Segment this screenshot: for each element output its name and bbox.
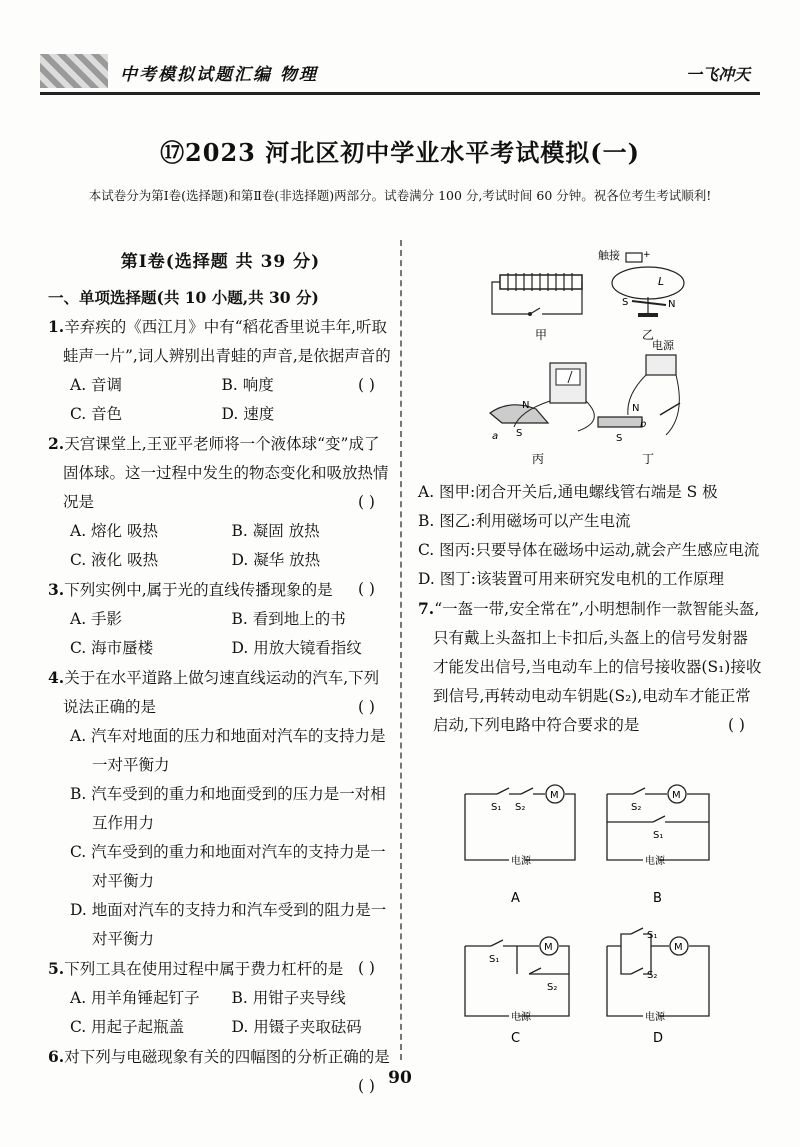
question-number: 6. xyxy=(48,1047,65,1066)
label-touch: 触接 xyxy=(598,249,620,262)
part-title: 第Ⅰ卷(选择题 共 39 分) xyxy=(120,252,321,272)
answer-bracket: ( ) xyxy=(357,580,375,598)
label-s-ding: S xyxy=(616,433,623,444)
option-b: B. 响度 xyxy=(221,376,274,394)
option-d: D. 用镊子夹取砝码 xyxy=(231,1018,362,1036)
answer-bracket: ( ) xyxy=(357,698,375,716)
option-d: D. 图丁:该装置可用来研究发电机的工作原理 xyxy=(418,570,724,588)
option-d: D. 速度 xyxy=(221,405,275,423)
answer-bracket: ( ) xyxy=(357,1077,375,1095)
label-jia: 甲 xyxy=(535,328,548,342)
figure-jia-solenoid xyxy=(492,273,582,316)
option-b: B. 看到地上的书 xyxy=(231,610,346,628)
brand-name: 一飞冲天 xyxy=(685,65,750,84)
question-stem xyxy=(418,594,763,740)
option-b: B. 汽车受到的重力和地面受到的压力是一对相互作用力 xyxy=(70,785,386,832)
question-text: 关于在水平道路上做匀速直线运动的汽车,下列说法正确的是 xyxy=(63,669,380,716)
label-power: 电源 xyxy=(652,339,674,352)
left-column xyxy=(48,248,393,1101)
option-c: C. 音色 xyxy=(70,405,123,423)
question-number: 2. xyxy=(48,434,65,453)
question-3 xyxy=(48,575,393,663)
question-5 xyxy=(48,954,393,1042)
option-b: B. 图乙:利用磁场可以产生电流 xyxy=(418,512,631,530)
motor-label-a: M xyxy=(550,790,559,801)
option-c: C. 汽车受到的重力和地面对汽车的支持力是一对平衡力 xyxy=(70,843,386,890)
circuit-label-d: D xyxy=(653,1031,664,1046)
option-d: D. 凝华 放热 xyxy=(231,551,321,569)
column-divider xyxy=(400,240,402,1060)
label-n-ding: N xyxy=(632,403,640,414)
question-4 xyxy=(48,663,393,954)
circuit-label-b: B xyxy=(653,891,662,906)
question-2 xyxy=(48,429,393,575)
question-text: “一盔一带,安全常在”,小明想制作一款智能头盔,只有戴上头盔扣上卡扣后,头盔上的信号发射器才能发出信号,当电动车上的信号接收器(S₁)接收到信号,再转动电动车钥匙(S₂),电动车才能正常启动,下列电路中符合要求的是 xyxy=(433,600,762,734)
question-7 xyxy=(418,594,763,740)
options-grid xyxy=(48,517,393,575)
header-logo-pattern xyxy=(40,54,108,88)
motor-label-c: M xyxy=(544,942,553,953)
q6-options xyxy=(418,478,763,594)
question-stem xyxy=(48,954,393,984)
option-a: A. 用羊角锤起钉子 xyxy=(70,989,200,1007)
label-s-compass: S xyxy=(622,297,629,308)
question-1 xyxy=(48,312,393,429)
switch-label-s2-a: S₂ xyxy=(515,802,526,813)
question-text: 下列实例中,属于光的直线传播现象的是 xyxy=(64,581,333,599)
power-label-d: 电源 xyxy=(645,1012,665,1023)
label-s-bing: S xyxy=(516,428,523,439)
question-stem xyxy=(48,663,393,722)
option-a: A. 手影 xyxy=(70,610,123,628)
label-yi: 乙 xyxy=(642,328,655,342)
options-list xyxy=(48,722,393,954)
power-label-b: 电源 xyxy=(645,856,665,867)
figure-yi-oersted xyxy=(598,248,684,317)
header-rule xyxy=(40,92,760,95)
label-n-compass: N xyxy=(668,299,676,310)
switch-label-s2-c: S₂ xyxy=(547,982,558,993)
switch-label-s2-b: S₂ xyxy=(631,802,642,813)
motor-label-b: M xyxy=(672,790,681,801)
answer-bracket: ( ) xyxy=(727,716,745,734)
option-a: A. 图甲:闭合开关后,通电螺线管右端是 S 极 xyxy=(418,483,718,501)
circuit-d xyxy=(607,928,709,1016)
option-a: A. 熔化 吸热 xyxy=(70,522,158,540)
switch-label-s1-a: S₁ xyxy=(491,802,502,813)
q6-figures xyxy=(480,245,720,477)
option-a: A. 音调 xyxy=(70,376,123,394)
options-grid xyxy=(48,984,393,1042)
label-n-bing: N xyxy=(522,400,530,411)
switch-label-s1-d: S₁ xyxy=(647,930,658,941)
option-b: B. 用钳子夹导线 xyxy=(231,989,346,1007)
question-text: 对下列与电磁现象有关的四幅图的分析正确的是 xyxy=(64,1048,390,1066)
circuit-label-a: A xyxy=(511,891,520,906)
question-number: 7. xyxy=(418,599,435,618)
switch-label-s1-b: S₁ xyxy=(653,830,664,841)
switch-label-s1-c: S₁ xyxy=(489,954,500,965)
question-stem xyxy=(48,429,393,517)
option-c: C. 图丙:只要导体在磁场中运动,就会产生感应电流 xyxy=(418,541,760,559)
figure-ding-motor xyxy=(598,338,680,444)
question-text: 辛弃疾的《西江月》中有“稻花香里说丰年,听取蛙声一片”,词人辨别出青蛙的声音,是依据声音的 xyxy=(63,318,391,365)
circuit-label-c: C xyxy=(511,1031,521,1046)
option-b: B. 凝固 放热 xyxy=(231,522,320,540)
options-grid xyxy=(48,605,393,663)
answer-bracket: ( ) xyxy=(357,493,375,511)
label-l: L xyxy=(658,275,665,288)
exam-title: ⑰2023 河北区初中学业水平考试模拟(一) xyxy=(160,138,640,167)
option-c: C. 用起子起瓶盖 xyxy=(70,1018,185,1036)
label-a-bing: a xyxy=(492,431,499,442)
label-bing: 丙 xyxy=(532,452,545,466)
option-d: D. 地面对汽车的支持力和汽车受到的阻力是一对平衡力 xyxy=(70,901,387,948)
series-title: 中考模拟试题汇编 物理 xyxy=(120,65,318,85)
answer-bracket: ( ) xyxy=(357,959,375,977)
question-number: 5. xyxy=(48,959,65,978)
circuit-b xyxy=(607,788,709,860)
motor-label-d: M xyxy=(674,942,683,953)
switch-label-s2-d: S₂ xyxy=(647,970,658,981)
page-number: 90 xyxy=(388,1068,412,1088)
option-c: C. 海市蜃楼 xyxy=(70,639,154,657)
question-number: 3. xyxy=(48,580,65,599)
exam-intro: 本试卷分为第Ⅰ卷(选择题)和第Ⅱ卷(非选择题)两部分。试卷满分 100 分,考试时间 60 分钟。祝各位考生考试顺利! xyxy=(88,188,712,203)
q7-circuits xyxy=(455,780,735,1050)
option-d: D. 用放大镜看指纹 xyxy=(231,639,362,657)
question-text: 天宫课堂上,王亚平老师将一个液体球“变”成了固体球。这一过程中发生的物态变化和吸放热情况是 xyxy=(63,435,389,511)
options-grid xyxy=(48,371,373,429)
running-header xyxy=(40,50,760,92)
option-a: A. 汽车对地面的压力和地面对汽车的支持力是一对平衡力 xyxy=(70,727,386,774)
question-stem xyxy=(48,575,393,605)
plus-sign: + xyxy=(643,250,651,260)
circuit-c xyxy=(465,940,569,1016)
answer-bracket: ( ) xyxy=(357,376,375,394)
section-heading: 一、单项选择题(共 10 小题,共 30 分) xyxy=(48,288,319,307)
power-label-a: 电源 xyxy=(511,856,531,867)
label-ding: 丁 xyxy=(642,452,655,466)
option-c: C. 液化 吸热 xyxy=(70,551,159,569)
right-column xyxy=(418,478,763,740)
power-label-c: 电源 xyxy=(511,1012,531,1023)
question-text: 下列工具在使用过程中属于费力杠杆的是 xyxy=(64,960,344,978)
figure-bing-galvanometer xyxy=(490,363,594,442)
question-number: 4. xyxy=(48,668,65,687)
question-number: 1. xyxy=(48,317,65,336)
label-b-ding: b xyxy=(640,419,647,430)
